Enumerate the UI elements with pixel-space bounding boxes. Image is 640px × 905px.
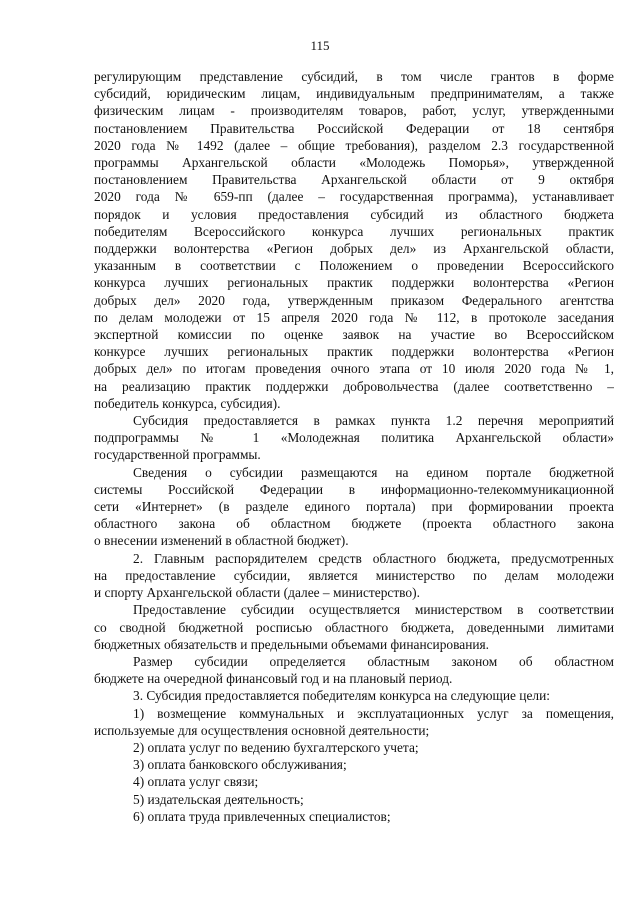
text-line: сети «Интернет» (в разделе единого портала) при формировании проекта bbox=[94, 499, 614, 515]
text-line: 3) оплата банковского обслуживания; bbox=[133, 757, 347, 773]
text-line: поддержки волонтерства «Регион добрых дел» из Архангельской области, bbox=[94, 241, 614, 257]
text-line: используемые для осуществления основной деятельности; bbox=[94, 722, 430, 738]
text-line: 2. Главным распорядителем средств областного бюджета, предусмотренных bbox=[133, 550, 614, 566]
text-line: указанным в соответствии с Положением о проведении Всероссийского bbox=[94, 258, 614, 274]
text-line: победитель конкурса, субсидия). bbox=[94, 395, 281, 411]
text-line: областного закона об областном бюджете (проекта областного закона bbox=[94, 516, 614, 532]
text-line: постановлением Правительства Архангельской области от 9 октября bbox=[94, 172, 614, 188]
text-line: 3. Субсидия предоставляется победителям конкурса на следующие цели: bbox=[133, 688, 550, 704]
text-line: системы Российской Федерации в информационно-телекоммуникационной bbox=[94, 481, 614, 497]
text-line: добрых дел» 2020 года, утвержденным приказом Федерального агентства bbox=[94, 292, 614, 308]
text-line: государственной программы. bbox=[94, 447, 261, 463]
document-body bbox=[94, 68, 614, 825]
text-line: и спорту Архангельской области (далее – министерство). bbox=[94, 585, 420, 601]
text-line: 1) возмещение коммунальных и эксплуатационных услуг за помещения, bbox=[133, 705, 614, 721]
text-line: экспертной комиссии по оценке заявок на участие во Всероссийском bbox=[94, 327, 614, 343]
text-line: 5) издательская деятельность; bbox=[133, 791, 304, 807]
text-line: 6) оплата труда привлеченных специалистов; bbox=[133, 808, 391, 824]
text-line: о внесении изменений в областной бюджет). bbox=[94, 533, 349, 549]
text-line: бюджете на очередной финансовый год и на плановый период. bbox=[94, 671, 453, 687]
text-line: добрых дел» по итогам проведения очного этапа от 10 июля 2020 года № 1, bbox=[94, 361, 614, 377]
page-number: 115 bbox=[310, 38, 330, 53]
text-line: субсидий, юридическим лицам, индивидуальным предпринимателям, а также bbox=[94, 86, 614, 102]
text-line: Предоставление субсидии осуществляется министерством в соответствии bbox=[133, 602, 614, 618]
text-line: конкурса лучших региональных практик поддержки волонтерства «Регион bbox=[94, 275, 614, 291]
text-line: программы Архангельской области «Молодежь Поморья», утвержденной bbox=[94, 155, 614, 171]
text-line: на реализацию практик поддержки добровольчества (далее соответственно – bbox=[94, 378, 614, 394]
text-line: Субсидия предоставляется в рамках пункта 1.2 перечня мероприятий bbox=[133, 413, 614, 429]
text-line: конкурсе лучших региональных практик поддержки волонтерства «Регион bbox=[94, 344, 614, 360]
text-line: подпрограммы № 1 «Молодежная политика Архангельской области» bbox=[94, 430, 614, 446]
text-line: победителям Всероссийского конкурса лучших региональных практик bbox=[94, 223, 614, 239]
text-line: бюджетных обязательств и предельными объемами финансирования. bbox=[94, 636, 490, 652]
text-line: по делам молодежи от 15 апреля 2020 года № 112, в протоколе заседания bbox=[94, 309, 614, 325]
text-line: постановлением Правительства Российской Федерации от 18 сентября bbox=[94, 120, 614, 136]
text-line: со сводной бюджетной росписью областного бюджета, доведенными лимитами bbox=[94, 619, 614, 635]
text-line: на предоставление субсидии, является министерство по делам молодежи bbox=[94, 567, 614, 583]
text-line: физическим лицам - производителям товаров, работ, услуг, утвержденными bbox=[94, 103, 614, 119]
text-line: Размер субсидии определяется областным законом об областном bbox=[133, 653, 614, 669]
text-line: Сведения о субсидии размещаются на едином портале бюджетной bbox=[133, 464, 614, 480]
text-line: порядок и условия предоставления субсидий из областного бюджета bbox=[94, 206, 614, 222]
text-line: 4) оплата услуг связи; bbox=[133, 774, 259, 790]
text-line: 2020 года № 1492 (далее – общие требования), разделом 2.3 государственной bbox=[94, 137, 614, 153]
text-line: 2) оплата услуг по ведению бухгалтерского учета; bbox=[133, 739, 419, 755]
text-line: 2020 года № 659-пп (далее – государственная программа), устанавливает bbox=[94, 189, 614, 205]
text-line: регулирующим представление субсидий, в том числе грантов в форме bbox=[94, 69, 614, 84]
